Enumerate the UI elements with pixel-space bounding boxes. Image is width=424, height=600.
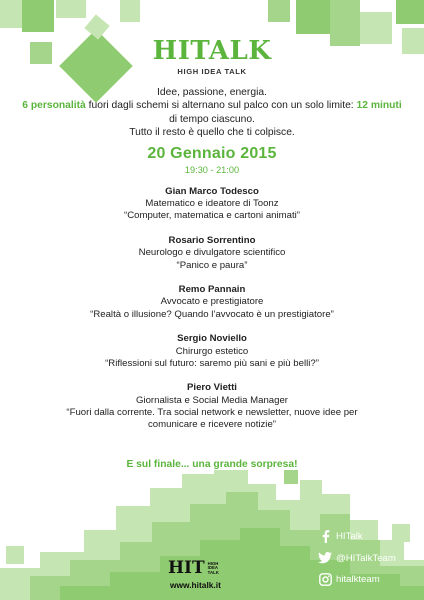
speaker-talk: “Fuori dalla corrente. Tra social network e newsletter, nuove idee per comunicare e ricevere notizie” xyxy=(66,406,358,431)
intro-line: Idee, passione, energia. xyxy=(157,87,267,98)
speaker-item xyxy=(0,235,424,272)
decor-square xyxy=(22,0,54,32)
finale-text: E sul finale... una grande sorpresa! xyxy=(126,459,298,470)
decor-square xyxy=(0,0,22,28)
footer-logo xyxy=(168,560,219,577)
speaker-talk: “Panico e paura” xyxy=(176,259,248,271)
logo-title: HITALK xyxy=(152,36,272,66)
intro-line xyxy=(20,99,404,126)
facebook-icon xyxy=(318,529,332,543)
social-twitter[interactable] xyxy=(318,551,418,565)
social-label: @HITalkTeam xyxy=(336,552,396,564)
social-instagram[interactable] xyxy=(318,572,418,586)
count-highlight: 6 personalità xyxy=(22,100,86,112)
speaker-list xyxy=(0,186,424,444)
intro-text xyxy=(20,86,404,140)
instagram-icon xyxy=(318,572,332,586)
intro-text-segment: di tempo ciascuno. xyxy=(169,113,255,125)
speaker-name: Gian Marco Todesco xyxy=(165,186,259,197)
decor-square xyxy=(396,0,424,24)
speaker-talk: “Computer, matematica e cartoni animati” xyxy=(124,210,300,222)
speaker-name: Sergio Noviello xyxy=(177,333,247,345)
footer-logo-word: HIGH xyxy=(207,560,219,566)
speaker-role: Chirurgo estetico xyxy=(175,345,249,357)
social-label: hitalkteam xyxy=(336,573,380,585)
time-highlight: 12 minuti xyxy=(356,100,402,112)
twitter-icon xyxy=(318,551,332,565)
speaker-item xyxy=(0,382,424,431)
logo-subtitle: HIGH IDEA TALK xyxy=(177,67,247,76)
social-facebook[interactable] xyxy=(318,529,418,543)
speaker-name: Piero Vietti xyxy=(187,382,237,394)
footer-logo-word: IDEA xyxy=(207,565,218,571)
decor-square xyxy=(268,0,290,22)
footer-logo-small xyxy=(208,562,219,576)
speaker-role: Avvocato e prestigiatore xyxy=(160,296,264,308)
speaker-role: Matematico e ideatore di Toonz xyxy=(145,198,279,210)
speaker-item xyxy=(0,333,424,370)
speaker-name: Rosario Sorrentino xyxy=(168,235,256,247)
speaker-talk: “Realtà o illusione? Quando l’avvocato è un prestigiatore” xyxy=(90,308,334,320)
intro-text-segment: fuori dagli schemi si alternano sul palco con un solo limite: xyxy=(85,100,357,112)
speaker-role: Giornalista e Social Media Manager xyxy=(136,394,288,406)
footer-logo-text: HIT xyxy=(168,558,205,578)
speaker-role: Neurologo e divulgatore scientifico xyxy=(138,247,286,259)
speaker-talk: “Riflessioni sul futuro: saremo più sani e più belli?” xyxy=(105,357,319,369)
website-link[interactable]: www.hitalk.it xyxy=(170,580,221,590)
footer-logo-word: TALK xyxy=(207,570,219,576)
event-date: 20 Gennaio 2015 xyxy=(147,145,277,162)
speaker-item xyxy=(0,284,424,321)
decor-square xyxy=(120,0,140,22)
intro-line: Tutto il resto è quello che ti colpisce. xyxy=(129,127,295,139)
speaker-name: Remo Pannain xyxy=(178,284,246,296)
speaker-item xyxy=(0,186,424,223)
event-time: 19:30 - 21:00 xyxy=(184,165,240,175)
social-label: HITalk xyxy=(336,530,363,542)
decor-square xyxy=(56,0,86,18)
